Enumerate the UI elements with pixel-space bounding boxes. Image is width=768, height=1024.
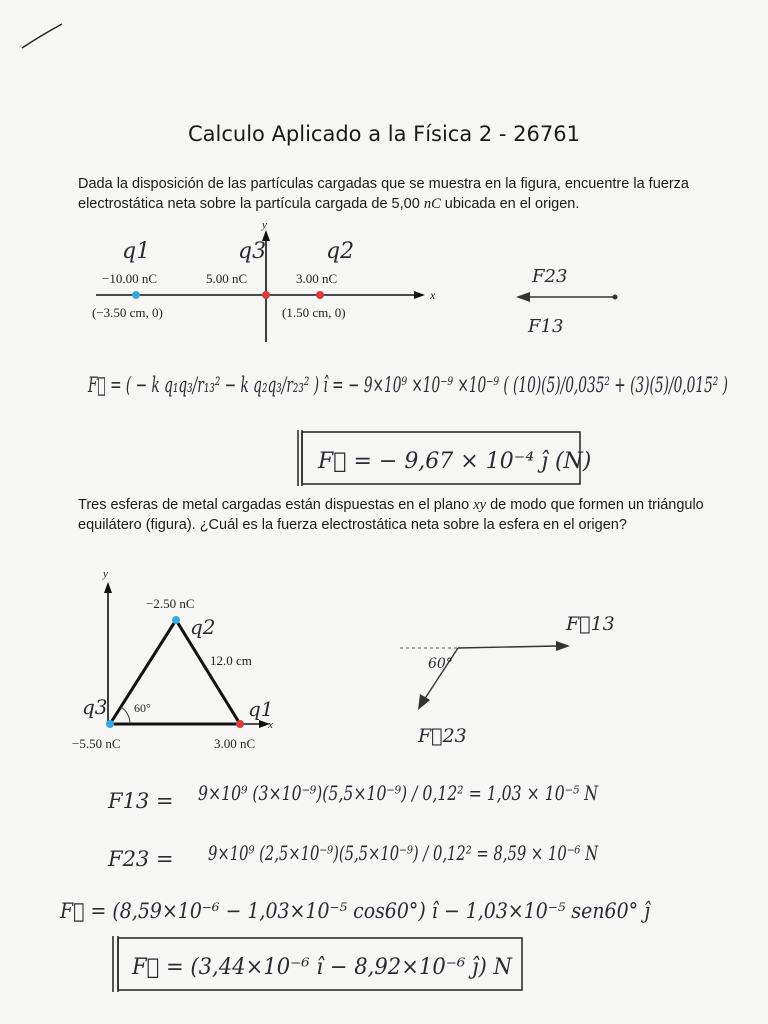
- p2-answer: F⃗ = (3,44×10⁻⁶ î − 8,92×10⁻⁶ ĵ) N: [131, 955, 513, 980]
- p2-f23-arrow: [418, 694, 430, 710]
- p2-x-label: x: [268, 719, 273, 731]
- p1-y-label: y: [262, 219, 267, 231]
- p2-value-right: 3.00 nC: [214, 736, 256, 751]
- p2-charge-top: [172, 616, 180, 624]
- p2-hand-q1: q1: [248, 697, 274, 721]
- p1-value-q3: 5.00 nC: [206, 271, 248, 286]
- p1-value-q2: 3.00 nC: [296, 271, 338, 286]
- p2-hand-q3: q3: [82, 695, 108, 719]
- p2-label-f13: F⃗13: [566, 613, 615, 635]
- p2-y-label: y: [103, 568, 108, 580]
- p2-vec-angle: 60°: [428, 656, 453, 672]
- p1-hand-q3: q3: [238, 239, 267, 264]
- p2-triangle: [110, 620, 240, 724]
- p1-label-f13: F13: [528, 316, 564, 337]
- p2-f13-line: [458, 646, 558, 648]
- page-title: Calculo Aplicado a la Física 2 - 26761: [187, 122, 580, 146]
- p2-label-f23: F⃗23: [418, 725, 467, 747]
- p1-answer: F⃗ = − 9,67 × 10⁻⁴ ĵ (N): [318, 449, 592, 474]
- p1-x-label: x: [430, 288, 436, 302]
- p2-f13-arrow: [556, 641, 570, 651]
- problem1-text: Dada la disposición de las partículas cargadas que se muestra en la figura, encuentre la fuerza electrostática neta sobre la partícula cargada de 5,00: [78, 176, 689, 212]
- p2-side: 12.0 cm: [210, 653, 252, 668]
- p2-total: F⃗ = (8,59×10⁻⁶ − 1,03×10⁻⁵ cos60°) î − 1,03×10⁻⁵ sen60° ĵ: [59, 899, 652, 923]
- problem1-unit: nC: [423, 196, 441, 212]
- p1-label-f23: F23: [532, 266, 568, 287]
- p2-value-left: −5.50 nC: [72, 736, 121, 751]
- p2-charge-left: [106, 720, 114, 728]
- problem2-var: xy: [473, 497, 487, 513]
- p2-f23-lhs: F23 =: [108, 847, 174, 871]
- problem1-text-end: ubicada en el origen.: [440, 196, 580, 212]
- p1-value-q1: −10.00 nC: [102, 271, 158, 286]
- problem2-text: Tres esferas de metal cargadas están dispuestas en el plano: [78, 497, 474, 513]
- p1-pos-q2: (1.50 cm, 0): [282, 305, 346, 320]
- p2-f13-rhs: 9×10⁹ (3×10⁻⁹)(5,5×10⁻⁹) / 0,12² = 1,03 × 10⁻⁵ N: [198, 781, 600, 805]
- p2-angle-arc: [121, 707, 130, 724]
- p2-y-arrow: [104, 582, 112, 593]
- p1-equation: F⃗ = ( − k q₁q₃/r₁₃² − k q₂q₃/r₂₃² ) î = − 9×10⁹ ×10⁻⁹ ×10⁻⁹ ( (10)(5)/0,035² + (3)(5)/0,015² ): [87, 373, 728, 397]
- p2-charge-right: [236, 720, 244, 728]
- problem2-text-end: de modo que formen un triángulo equilátero (figura). ¿Cuál es la fuerza electrostática neta sobre la esfera en el origen?: [78, 497, 704, 533]
- p2-hand-q2: q2: [190, 615, 216, 639]
- p2-value-top: −2.50 nC: [146, 596, 195, 611]
- p1-pos-q1: (−3.50 cm, 0): [92, 305, 163, 320]
- p2-f23-rhs: 9×10⁹ (2,5×10⁻⁹)(5,5×10⁻⁹) / 0,12² = 8,59 × 10⁻⁶ N: [208, 841, 600, 865]
- p1-hand-q2: q2: [326, 239, 355, 264]
- p1-hand-q1: q1: [122, 239, 151, 264]
- p2-angle: 60°: [134, 701, 151, 715]
- p2-f13-lhs: F13 =: [108, 789, 174, 813]
